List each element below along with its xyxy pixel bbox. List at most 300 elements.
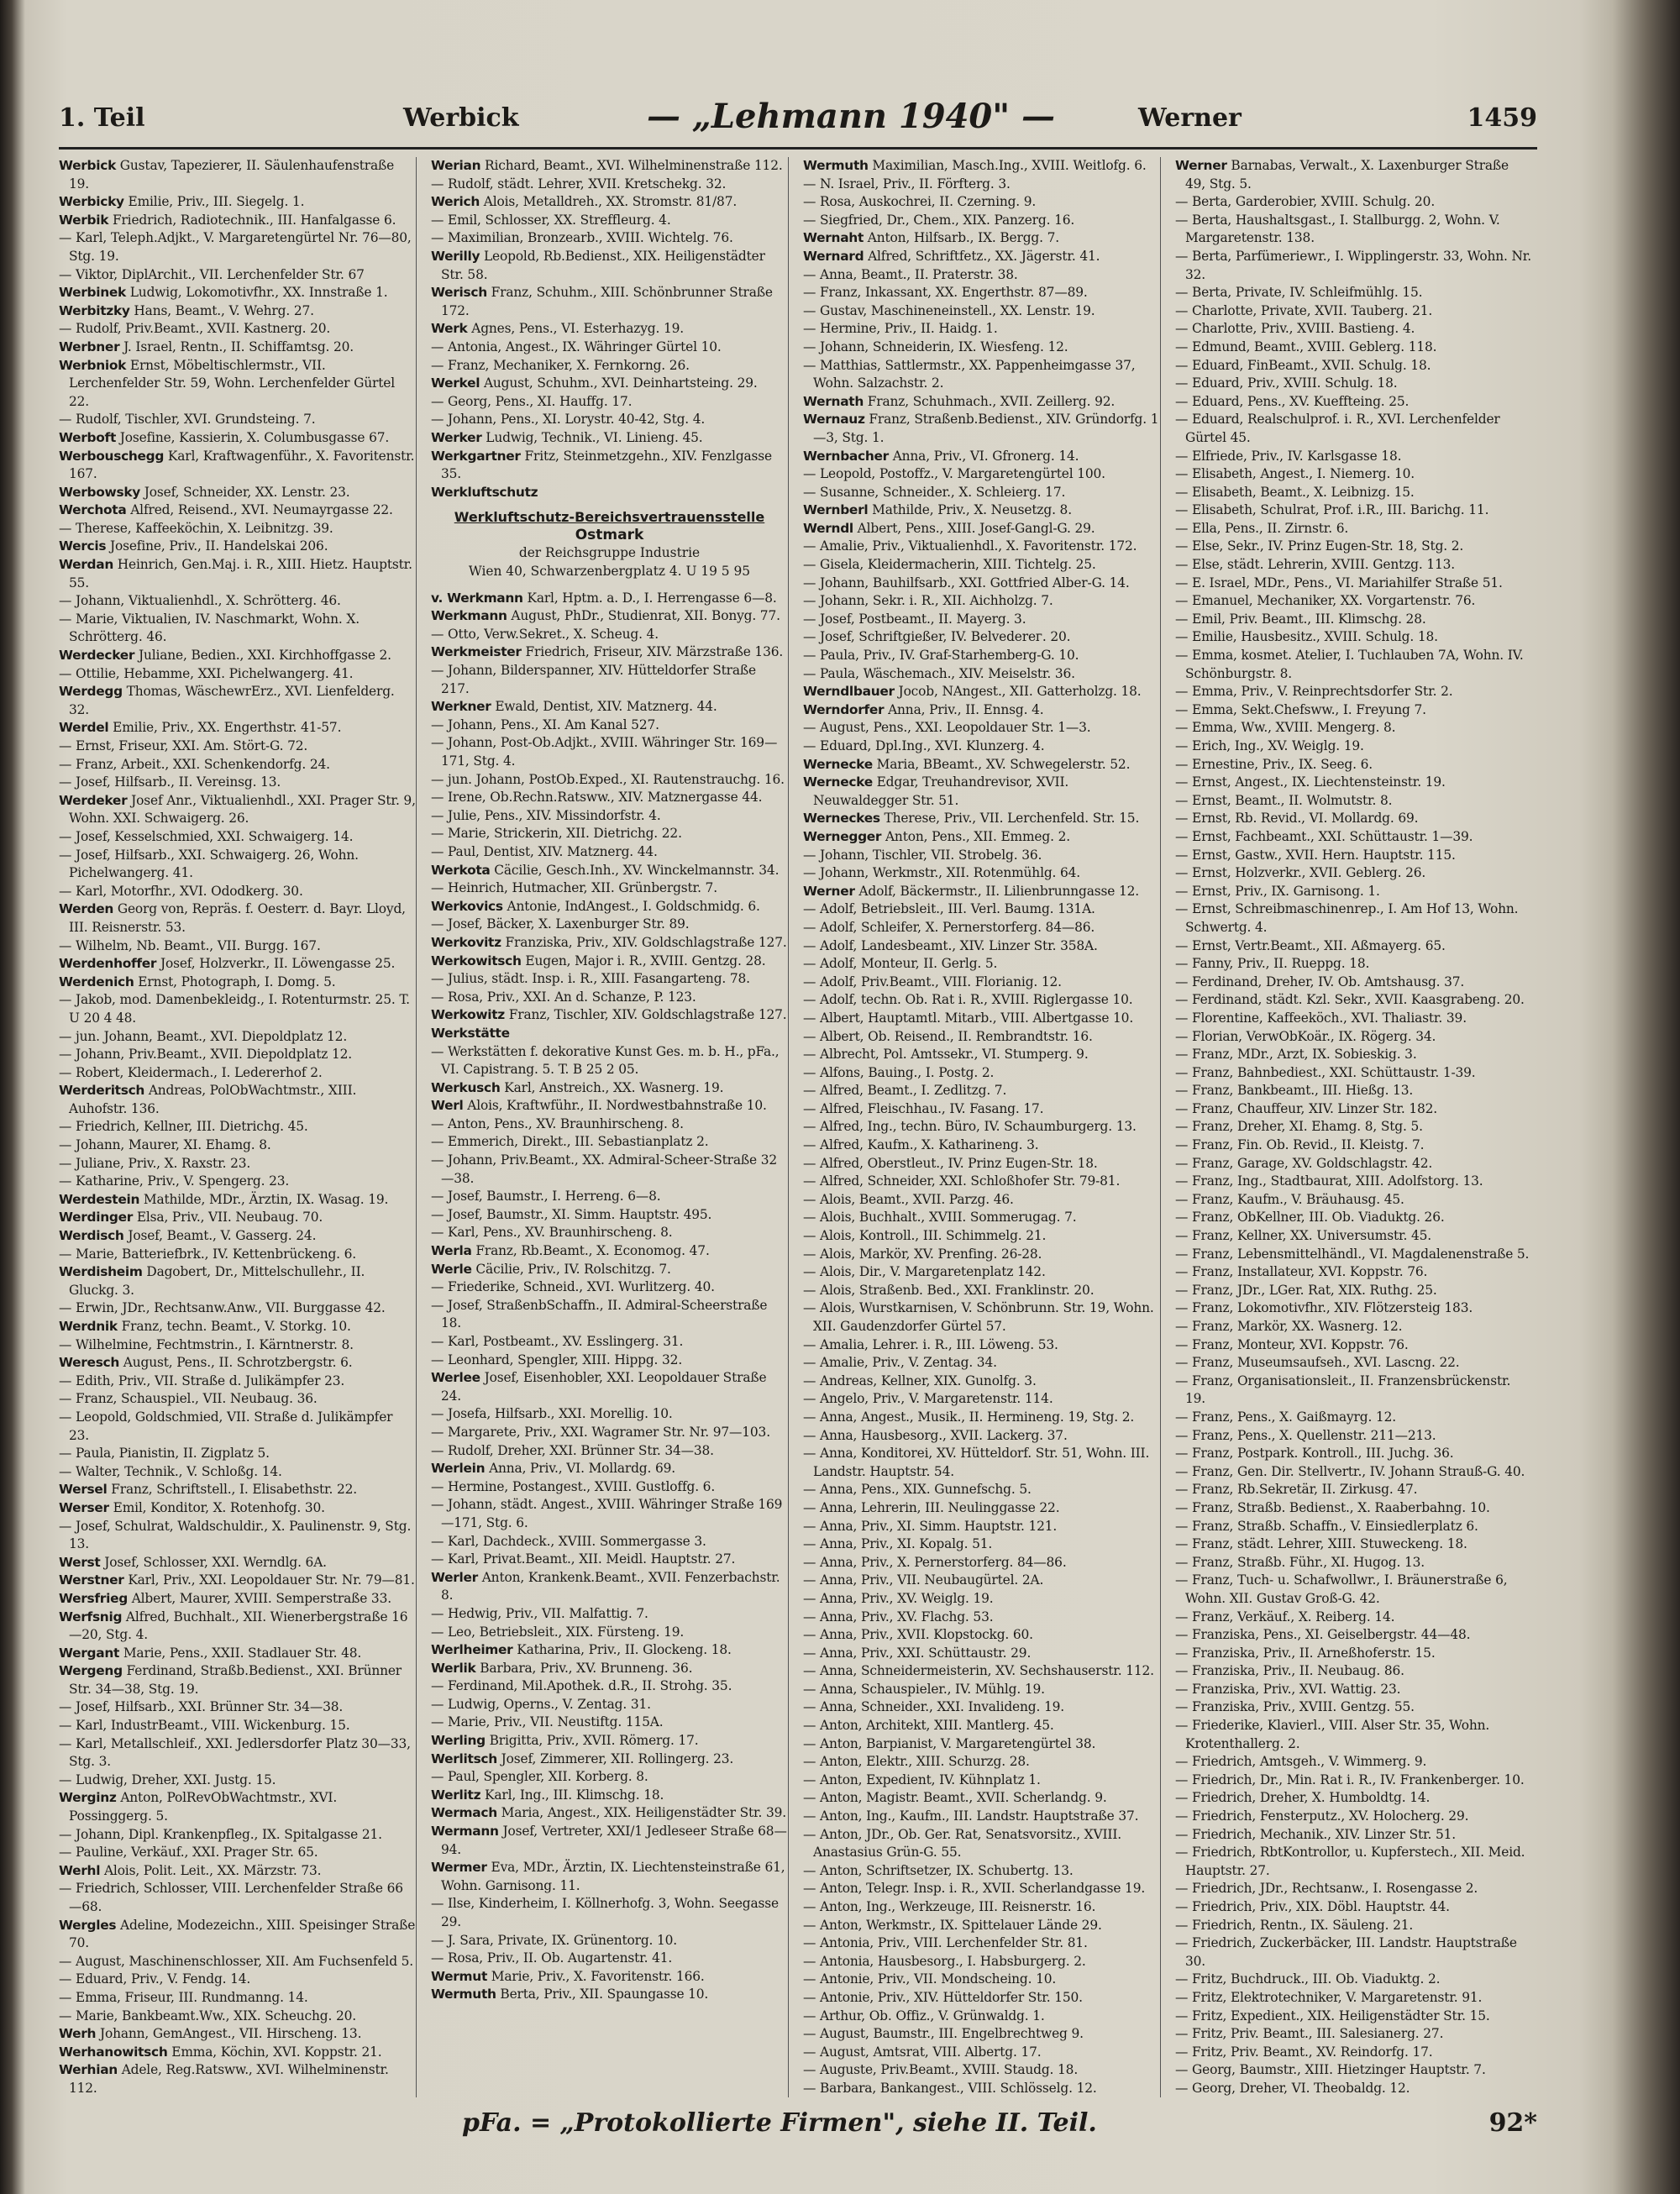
directory-entry: [431, 716, 788, 735]
directory-entry: [59, 1373, 416, 1391]
directory-entry: [803, 1246, 1160, 1264]
directory-entry: [431, 284, 788, 320]
entry-details: — Elisabeth, Angest., I. Niemerg. 10.: [1175, 466, 1415, 482]
entry-surname: Wernath: [803, 393, 864, 409]
entry-details: — Anna, Schneidermeisterin, XV. Sechshauserstr. 112.: [803, 1663, 1154, 1679]
entry-surname: Werkovitz: [431, 934, 501, 950]
directory-entry: [59, 1336, 416, 1355]
directory-entry: [59, 1826, 416, 1845]
entry-details: — Anna, Lehrerin, III. Neulinggasse 22.: [803, 1499, 1060, 1515]
entry-details: Albert, Maurer, XVIII. Semperstraße 33.: [131, 1590, 391, 1606]
entry-details: Albert, Pens., XIII. Josef-Gangl-G. 29.: [857, 520, 1095, 536]
advert-region: Ostmark: [575, 526, 644, 543]
entry-details: Franz, Schuhm., XIII. Schönbrunner Straße 172.: [441, 285, 773, 318]
entry-details: Karl, Anstreich., XX. Wasnerg. 19.: [504, 1079, 724, 1095]
entry-details: — Marie, Viktualien, IV. Naschmarkt, Wohn. X. Schrötterg. 46.: [59, 611, 360, 645]
entry-details: J. Israel, Rentn., II. Schiffamtsg. 20.: [123, 339, 354, 354]
directory-entry: [1175, 1934, 1532, 1971]
entry-details: Josef, Schneider, XX. Lenstr. 23.: [144, 484, 350, 500]
entry-details: — Anna, Pens., XIX. Gunnefschg. 5.: [803, 1482, 1032, 1498]
directory-entry: [1175, 1173, 1532, 1191]
entry-details: — Matthias, Sattlermstr., XX. Pappenheimgasse 37, Wohn. Salzachstr. 2.: [803, 357, 1136, 391]
directory-entry: [803, 1609, 1160, 1627]
entry-details: — Fanny, Priv., II. Rueppg. 18.: [1175, 956, 1370, 972]
entry-details: — Ernst, Fachbeamt., XXI. Schüttaustr. 1—39.: [1175, 828, 1473, 844]
directory-entry: [803, 1373, 1160, 1391]
entry-surname: Wermut: [431, 1968, 488, 1984]
entry-details: — Barbara, Bankangest., VIII. Schlösselg. 12.: [803, 2080, 1097, 2096]
entry-details: Mathilde, Priv., X. Neusetzg. 8.: [872, 502, 1072, 518]
entry-surname: Werndorfer: [803, 701, 885, 717]
entry-details: — Eduard, Dpl.Ing., XVI. Klunzerg. 4.: [803, 738, 1045, 753]
entry-details: — Marie, Batteriefbrk., IV. Kettenbrückeng. 6.: [59, 1246, 357, 1262]
entry-surname: Werhl: [59, 1862, 101, 1878]
entry-details: — Franz, Chauffeur, XIV. Linzer Str. 182.: [1175, 1100, 1437, 1116]
directory-entry: [431, 1551, 788, 1569]
entry-details: — Johann, Pens., XI. Am Kanal 527.: [431, 716, 659, 732]
entry-details: — Franz, Arbeit., XXI. Schenkendorfg. 24.: [59, 756, 330, 772]
directory-entry: [431, 989, 788, 1007]
directory-entry: [431, 157, 788, 176]
entry-details: — Charlotte, Private, XVII. Tauberg. 21.: [1175, 302, 1433, 318]
directory-entry: [431, 771, 788, 790]
entry-details: — jun. Johann, PostOb.Exped., XI. Rautenstrauchg. 16.: [431, 771, 785, 787]
entry-details: Emilie, Priv., III. Siegelg. 1.: [128, 194, 305, 210]
entry-details: — Jakob, mod. Damenbekleidg., I. Rotenturmstr. 25. T. U 20 4 48.: [59, 992, 410, 1026]
entry-surname: Werndlbauer: [803, 684, 895, 700]
entry-details: — Franz, Bankbeamt., III. Hießg. 13.: [1175, 1083, 1414, 1099]
entry-surname: Werdisch: [59, 1228, 124, 1244]
entry-details: — Siegfried, Dr., Chem., XIX. Panzerg. 16.: [803, 212, 1075, 228]
directory-entry: [59, 1645, 416, 1663]
directory-entry: [803, 1155, 1160, 1173]
directory-entry: [59, 756, 416, 774]
entry-details: — Fritz, Elektrotechniker, V. Margaretenstr. 91.: [1175, 1989, 1483, 2005]
entry-details: — Franz, Mechaniker, X. Fernkorng. 26.: [431, 357, 690, 373]
directory-entry: [59, 592, 416, 611]
directory-entry: [431, 1624, 788, 1642]
entry-details: — Marie, Bankbeamt.Ww., XIX. Scheuchg. 20.: [59, 2008, 356, 2023]
directory-entry: [803, 1518, 1160, 1536]
directory-entry: [1175, 157, 1532, 193]
directory-entry: [431, 1950, 788, 1968]
directory-entry: [59, 556, 416, 592]
entry-details: — Johann, Maurer, XI. Ehamg. 8.: [59, 1137, 271, 1153]
directory-entry: [1175, 484, 1532, 502]
directory-entry: [803, 1409, 1160, 1427]
directory-entry: [431, 1768, 788, 1787]
entry-details: — Eduard, Realschulprof. i. R., XVI. Lerchenfelder Gürtel 45.: [1175, 412, 1500, 445]
entry-details: — Marie, Priv., VII. Neustiftg. 115A.: [431, 1714, 664, 1730]
directory-entry: [1175, 1662, 1532, 1681]
entry-surname: Wermann: [431, 1824, 499, 1840]
directory-entry: [59, 1445, 416, 1463]
directory-entry: [1175, 1609, 1532, 1627]
entry-details: — Emil, Priv. Beamt., III. Klimschg. 28.: [1175, 611, 1426, 627]
entry-details: Josefine, Priv., II. Handelskai 206.: [109, 538, 328, 554]
entry-details: — Friedrich, Amtsgeh., V. Wimmerg. 9.: [1175, 1754, 1427, 1770]
directory-entry: [431, 1460, 788, 1478]
directory-entry: [1175, 900, 1532, 937]
entry-details: August, Schuhm., XVI. Deinhartsteing. 29.: [483, 375, 758, 391]
entry-details: — Karl, Postbeamt., XV. Esslingerg. 31.: [431, 1334, 684, 1349]
entry-details: — Franz, Kellner, XX. Universumstr. 45.: [1175, 1228, 1432, 1244]
entry-details: — Ernst, Rb. Revid., VI. Mollardg. 69.: [1175, 811, 1419, 827]
directory-entry: [1175, 556, 1532, 575]
directory-entry: [431, 1787, 788, 1805]
directory-entry: [1175, 1626, 1532, 1645]
directory-entry: [59, 1046, 416, 1064]
directory-entry: [803, 411, 1160, 447]
entry-details: Elsa, Priv., VII. Neubaug. 70.: [136, 1210, 323, 1226]
entry-details: — Rudolf, städt. Lehrer, XVII. Kretschekg. 32.: [431, 176, 727, 192]
directory-entry: [1175, 1445, 1532, 1463]
entry-details: — Franz, Installateur, XVI. Koppstr. 76.: [1175, 1264, 1428, 1280]
directory-entry: [803, 919, 1160, 937]
directory-entry: [803, 1535, 1160, 1554]
directory-entry: [803, 448, 1160, 466]
directory-entry: [1175, 1518, 1532, 1536]
directory-entry: [803, 538, 1160, 556]
entry-details: — Franz, Gen. Dir. Stellvertr., IV. Johann Strauß-G. 40.: [1175, 1463, 1525, 1479]
entry-details: — Karl, Teleph.Adjkt., V. Margaretengürtel Nr. 76—80, Stg. 19.: [59, 230, 412, 264]
directory-entry: [803, 1808, 1160, 1826]
directory-entry: [803, 974, 1160, 992]
entry-details: Karl, Kraftwagenführ., X. Favoritenstr. 167.: [69, 448, 415, 482]
directory-entry: [431, 916, 788, 934]
directory-entry: [1175, 611, 1532, 629]
directory-entry: [1175, 1880, 1532, 1898]
entry-surname: Wergles: [59, 1917, 117, 1933]
entry-details: — Hermine, Postangest., XVIII. Gustloffg. 6.: [431, 1478, 716, 1494]
directory-entry: [1175, 647, 1532, 683]
entry-details: Josef, Zimmerer, XII. Rollingerg. 23.: [501, 1750, 734, 1766]
directory-entry: [803, 701, 1160, 720]
directory-entry: [1175, 1136, 1532, 1155]
entry-details: — Josef, StraßenbSchaffn., II. Admiral-Scheerstraße 18.: [431, 1297, 768, 1331]
entry-details: — Ernst, Beamt., II. Wolmutstr. 8.: [1175, 792, 1393, 808]
entry-details: Edgar, Treuhandrevisor, XVII. Neuwaldegger Str. 51.: [813, 774, 1069, 808]
directory-entry: [1175, 828, 1532, 847]
footer-abbreviation-note: pFa. = „Protokollierte Firmen", siehe II. Teil.: [462, 2108, 1097, 2138]
entry-details: — Franz, Garage, XV. Goldschlagstr. 42.: [1175, 1155, 1433, 1171]
entry-details: — Adolf, Priv.Beamt., VIII. Florianig. 12.: [803, 974, 1062, 989]
column-3: [803, 157, 1161, 2097]
directory-entry: [1175, 1645, 1532, 1663]
directory-entry: [803, 1698, 1160, 1717]
entry-surname: Wernauz: [803, 412, 865, 428]
entry-details: — Karl, Motorfhr., XVI. Ododkerg. 30.: [59, 883, 303, 899]
entry-details: Andreas, PolObWachtmstr., XIII. Auhofstr. 136.: [69, 1083, 357, 1116]
directory-entry: [1175, 1118, 1532, 1136]
directory-entry: [431, 1660, 788, 1678]
directory-entry: [59, 1409, 416, 1445]
entry-details: Anna, Priv., VI. Mollardg. 69.: [489, 1461, 675, 1477]
directory-entry: [59, 538, 416, 556]
entry-details: — Friedrich, Zuckerbäcker, III. Landstr. Hauptstraße 30.: [1175, 1935, 1517, 1969]
entry-details: — Emma, kosmet. Atelier, I. Tuchlauben 7A, Wohn. IV. Schönburgstr. 8.: [1175, 648, 1524, 681]
entry-details: Franz, Rb.Beamt., X. Economog. 47.: [475, 1243, 710, 1259]
entry-details: — Eduard, FinBeamt., XVII. Schulg. 18.: [1175, 357, 1431, 373]
directory-entry: [59, 1518, 416, 1554]
directory-entry: [1175, 1318, 1532, 1336]
directory-entry: [803, 1354, 1160, 1373]
entry-details: — Franz, JDr., LGer. Rat, XIX. Ruthg. 25.: [1175, 1282, 1437, 1298]
entry-details: — Friederike, Klavierl., VIII. Alser Str. 35, Wohn. Krotenthallerg. 2.: [1175, 1718, 1490, 1751]
directory-entry: [803, 484, 1160, 502]
entry-surname: Wermach: [431, 1805, 497, 1821]
entry-details: — Rosa, Auskochrei, II. Czerning. 9.: [803, 194, 1037, 210]
entry-details: — Karl, Privat.Beamt., XII. Meidl. Hauptstr. 27.: [431, 1551, 736, 1567]
entry-details: Berta, Priv., XII. Spaungasse 10.: [500, 1987, 709, 2002]
entry-details: — Maximilian, Bronzearb., XVIII. Wichtelg. 76.: [431, 230, 733, 246]
directory-entry: [59, 484, 416, 502]
entry-surname: Werfsnig: [59, 1609, 123, 1625]
entry-details: — Josef, Hilfsarb., II. Vereinsg. 13.: [59, 774, 281, 790]
directory-entry: [1175, 774, 1532, 792]
directory-entry: [1175, 1572, 1532, 1608]
entry-details: — Friedrich, Kellner, III. Dietrichg. 45.: [59, 1119, 308, 1135]
directory-entry: [803, 1898, 1160, 1917]
directory-entry: [803, 1445, 1160, 1481]
entry-surname: Werdegg: [59, 684, 123, 700]
entry-details: — Adolf, Betriebsleit., III. Verl. Baumg. 131A.: [803, 901, 1095, 917]
entry-surname: Werlein: [431, 1461, 486, 1477]
directory-entry: [431, 229, 788, 248]
entry-details: — Franz, Monteur, XVI. Koppstr. 76.: [1175, 1336, 1409, 1352]
entry-details: — August, Amtsrat, VIII. Albertg. 17.: [803, 2044, 1042, 2060]
entry-surname: Werling: [431, 1733, 486, 1749]
entry-details: — Josef, Kesselschmied, XXI. Schwaigerg. 14.: [59, 828, 354, 844]
entry-details: August, Pens., II. Schrotzbergstr. 6.: [123, 1355, 353, 1371]
entry-details: — J. Sara, Private, IX. Grünentorg. 10.: [431, 1932, 678, 1948]
directory-entry: [431, 607, 788, 626]
entry-details: — Gisela, Kleidermacherin, XIII. Tichtelg. 25.: [803, 557, 1096, 573]
entry-details: — Ernestine, Priv., IX. Seeg. 6.: [1175, 756, 1373, 772]
entry-details: — Wilhelmine, Fechtmstrin., I. Kärntnerstr. 8.: [59, 1336, 354, 1352]
entry-details: — Berta, Haushaltsgast., I. Stallburgg. 2, Wohn. V. Margaretenstr. 138.: [1175, 212, 1500, 246]
entry-details: — Paul, Dentist, XIV. Matznerg. 44.: [431, 843, 658, 859]
directory-entry: [59, 1155, 416, 1173]
directory-entry: [431, 357, 788, 375]
directory-entry: [803, 320, 1160, 339]
last-headword: Werner: [1138, 103, 1242, 133]
entry-details: — Viktor, DiplArchit., VII. Lerchenfelder Str. 67: [59, 266, 365, 282]
entry-details: — Franz, Straßb. Bedienst., X. Raaberbahng. 10.: [1175, 1499, 1490, 1515]
entry-details: — Gustav, Maschineneinstell., XX. Lenstr. 19.: [803, 302, 1095, 318]
directory-entry: [1175, 375, 1532, 393]
entry-details: — Anna, Priv., XI. Kopalg. 51.: [803, 1536, 993, 1552]
entry-details: — Alois, Straßenb. Bed., XXI. Franklinstr. 20.: [803, 1282, 1095, 1298]
directory-entry: [1175, 1209, 1532, 1227]
entry-details: — Albrecht, Pol. Amtssekr., VI. Stumperg. 9.: [803, 1047, 1089, 1063]
advert-line-1: der Reichsgruppe Industrie: [518, 545, 701, 561]
entry-details: Mathilde, MDr., Ärztin, IX. Wasag. 19.: [143, 1191, 389, 1207]
directory-entry: [59, 1136, 416, 1155]
directory-entry: [803, 592, 1160, 611]
directory-entry: [59, 1609, 416, 1645]
directory-entry: [803, 1082, 1160, 1100]
directory-entry: [431, 1569, 788, 1605]
entry-surname: Werdeker: [59, 792, 128, 808]
entry-surname: Wergant: [59, 1645, 120, 1661]
directory-entry: [803, 1753, 1160, 1771]
entry-details: — Ernst, Holzverkr., XVII. Geblerg. 26.: [1175, 865, 1426, 881]
directory-entry: [59, 1953, 416, 1971]
entry-details: — Anton, Ing., Kaufm., III. Landstr. Hauptstraße 37.: [803, 1808, 1139, 1824]
entry-details: — Franz, Tuch- u. Schafwollwr., I. Bräunerstraße 6, Wohn. XII. Gustav Groß-G. 42.: [1175, 1572, 1508, 1606]
entry-details: Ferdinand, Straßb.Bedienst., XXI. Brünner Str. 34—38, Stg. 19.: [69, 1663, 402, 1697]
directory-entry: [1175, 393, 1532, 412]
directory-entry: [803, 1917, 1160, 1935]
directory-entry: [431, 1025, 788, 1043]
entry-details: — Anna, Priv., XXI. Schüttaustr. 29.: [803, 1645, 1032, 1661]
directory-entry: [431, 1605, 788, 1624]
directory-entry: [1175, 792, 1532, 811]
directory-entry: [1175, 1373, 1532, 1409]
entry-surname: Werderitsch: [59, 1083, 145, 1099]
directory-entry: [59, 284, 416, 302]
entry-surname: Werdecker: [59, 648, 135, 664]
directory-entry: [803, 1771, 1160, 1790]
entry-surname: Werdenhoffer: [59, 956, 157, 972]
entry-details: — Anton, Elektr., XIII. Schurzg. 28.: [803, 1754, 1030, 1770]
directory-entry: [1175, 1082, 1532, 1100]
entry-details: — Franz, Inkassant, XX. Engerthstr. 87—89.: [803, 285, 1088, 301]
entry-details: — Josef, Hilfsarb., XXI. Brünner Str. 34—38.: [59, 1699, 344, 1715]
entry-details: — Paula, Wäschemach., XIV. Meiselstr. 36.: [803, 665, 1075, 681]
entry-details: Josefine, Kassierin, X. Columbusgasse 67.: [119, 429, 390, 445]
entry-details: — Ernst, Schreibmaschinenrep., I. Am Hof 13, Wohn. Schwertg. 4.: [1175, 901, 1519, 935]
directory-entry: [1175, 520, 1532, 538]
entry-details: — Johann, Dipl. Krankenpfleg., IX. Spitalgasse 21.: [59, 1826, 382, 1842]
entry-details: Josef Anr., Viktualienhdl., XXI. Prager Str. 9, Wohn. XXI. Schwaigerg. 26.: [69, 792, 416, 827]
entry-details: — Georg, Pens., XI. Hauffg. 17.: [431, 393, 633, 409]
entry-surname: Werner: [1175, 158, 1227, 173]
entry-surname: Werlik: [431, 1660, 476, 1676]
entry-surname: Werdisheim: [59, 1264, 143, 1280]
entry-details: Franz, Straßenb.Bedienst., XIV. Gründorfg. 1—3, Stg. 1.: [813, 412, 1159, 445]
directory-entry: [1175, 1989, 1532, 2008]
entry-details: — Anna, Hausbesorg., XVII. Lackerg. 37.: [803, 1427, 1068, 1443]
directory-entry: [59, 429, 416, 448]
directory-entry: [803, 1862, 1160, 1881]
entry-details: — Friedrich, RbtKontrollor, u. Kupferstech., XII. Meid. Hauptstr. 27.: [1175, 1845, 1525, 1878]
entry-surname: Werkgartner: [431, 448, 521, 464]
entry-surname: Werkmeister: [431, 644, 522, 660]
entry-details: — Fritz, Priv. Beamt., XV. Reindorfg. 17.: [1175, 2044, 1433, 2060]
entry-details: Antonie, IndAngest., I. Goldschmidg. 6.: [507, 898, 760, 914]
directory-entry: [803, 1499, 1160, 1518]
directory-entry: [803, 1299, 1160, 1336]
entry-details: Franz, techn. Beamt., V. Storkg. 10.: [121, 1319, 351, 1334]
directory-entry: [803, 556, 1160, 575]
directory-entry: [431, 1986, 788, 2004]
entry-details: — Otto, Verw.Sekret., X. Scheug. 4.: [431, 626, 659, 642]
directory-entry: [431, 862, 788, 880]
column-4: [1175, 157, 1532, 2097]
entry-details: Adele, Reg.Ratsww., XVI. Wilhelminenstr. 112.: [69, 2062, 389, 2096]
directory-entry: [59, 1989, 416, 2008]
entry-surname: Werlitz: [431, 1787, 481, 1803]
directory-entry: [431, 1369, 788, 1405]
entry-details: — Franz, Postpark. Kontroll., III. Juchg. 36.: [1175, 1446, 1454, 1462]
directory-entry: [59, 229, 416, 265]
directory-entry: [431, 411, 788, 429]
directory-entry: [803, 1191, 1160, 1210]
directory-entry: [59, 828, 416, 847]
directory-entry: [803, 1971, 1160, 1989]
directory-entry: [59, 1227, 416, 1246]
entry-surname: Werst: [59, 1554, 101, 1570]
entry-details: Friedrich, Radiotechnik., III. Hanfalgasse 6.: [112, 212, 396, 228]
directory-entry: [59, 974, 416, 992]
entry-details: — Johann, Priv.Beamt., XVII. Diepoldplatz 12.: [59, 1047, 352, 1063]
directory-entry: [59, 302, 416, 321]
entry-details: — Alois, Kontroll., III. Schimmelg. 21.: [803, 1228, 1047, 1244]
directory-entry: [1175, 1155, 1532, 1173]
entry-surname: Wermuth: [803, 158, 869, 173]
entry-details: Fritz, Steinmetzgehn., XIV. Fenzlgasse 35.: [441, 448, 773, 482]
entry-details: — Eduard, Priv., XVIII. Schulg. 18.: [1175, 375, 1398, 391]
entry-details: Franz, Schuhmach., XVII. Zeillerg. 92.: [867, 393, 1116, 409]
entry-details: Juliane, Bedien., XXI. Kirchhoffgasse 2.: [138, 648, 391, 664]
entry-details: — Eduard, Priv., V. Fendg. 14.: [59, 1971, 251, 1987]
entry-details: — Emanuel, Mechaniker, XX. Vorgartenstr. 76.: [1175, 593, 1476, 609]
entry-details: — Anton, Barpianist, V. Margaretengürtel 38.: [803, 1735, 1096, 1751]
directory-entry: [803, 1209, 1160, 1227]
directory-entry: [431, 212, 788, 230]
entry-details: — Emma, Friseur, III. Rundmanng. 14.: [59, 1989, 308, 2005]
entry-details: — Franz, Schauspiel., VII. Neubaug. 36.: [59, 1391, 318, 1407]
entry-surname: Werndl: [803, 520, 853, 536]
directory-entry: [803, 665, 1160, 684]
directory-entry: [803, 1227, 1160, 1246]
directory-entry: [431, 1297, 788, 1333]
directory-entry: [1175, 2008, 1532, 2026]
entry-details: — Emil, Schlosser, XX. Streffleurg. 4.: [431, 212, 671, 228]
entry-details: — Friedrich, Schlosser, VIII. Lerchenfelder Straße 66—68.: [59, 1881, 403, 1914]
directory-entry: [1175, 1354, 1532, 1373]
directory-entry: [1175, 2080, 1532, 2097]
entry-details: — Johann, Schneiderin, IX. Wiesfeng. 12.: [803, 339, 1068, 354]
entry-details: — Andreas, Kellner, XIX. Gunolfg. 3.: [803, 1373, 1037, 1388]
entry-details: Johann, GemAngest., VII. Hirscheng. 13.: [99, 2026, 362, 2042]
directory-entry: [803, 955, 1160, 974]
directory-entry: [1175, 1753, 1532, 1771]
entry-details: — Emilie, Hausbesitz., XVIII. Schulg. 18.: [1175, 629, 1438, 645]
directory-entry: [431, 1224, 788, 1242]
directory-entry: [431, 643, 788, 662]
directory-entry: [803, 501, 1160, 520]
entry-details: — Leonhard, Spengler, XIII. Hippg. 32.: [431, 1352, 683, 1367]
entry-details: — Franz, Dreher, XI. Ehamg. 8, Stg. 5.: [1175, 1119, 1423, 1135]
entry-details: — Eduard, Pens., XV. Kueffteing. 25.: [1175, 393, 1410, 409]
entry-surname: Werbowsky: [59, 484, 140, 500]
directory-entry: [431, 193, 788, 212]
directory-entry: [431, 1823, 788, 1859]
entry-details: Ernst, Möbeltischlermstr., VII. Lerchenfelder Str. 59, Wohn. Lerchenfelder Gürtel 22.: [69, 357, 395, 409]
entry-surname: Wersfrieg: [59, 1590, 128, 1606]
entry-surname: Werkstätte: [431, 1025, 510, 1041]
entry-details: — Johann, Werkmstr., XII. Rotenmühlg. 64.: [803, 865, 1081, 881]
entry-surname: Werdinger: [59, 1210, 134, 1226]
directory-entry: [431, 1895, 788, 1931]
entry-details: Ludwig, Technik., VI. Linieng. 45.: [486, 429, 703, 445]
directory-entry: [803, 248, 1160, 266]
entry-details: — Fritz, Expedient., XIX. Heiligenstädter Str. 15.: [1175, 2008, 1490, 2023]
entry-details: — Josef, Schriftgießer, IV. Belvederег. 20.: [803, 629, 1071, 645]
